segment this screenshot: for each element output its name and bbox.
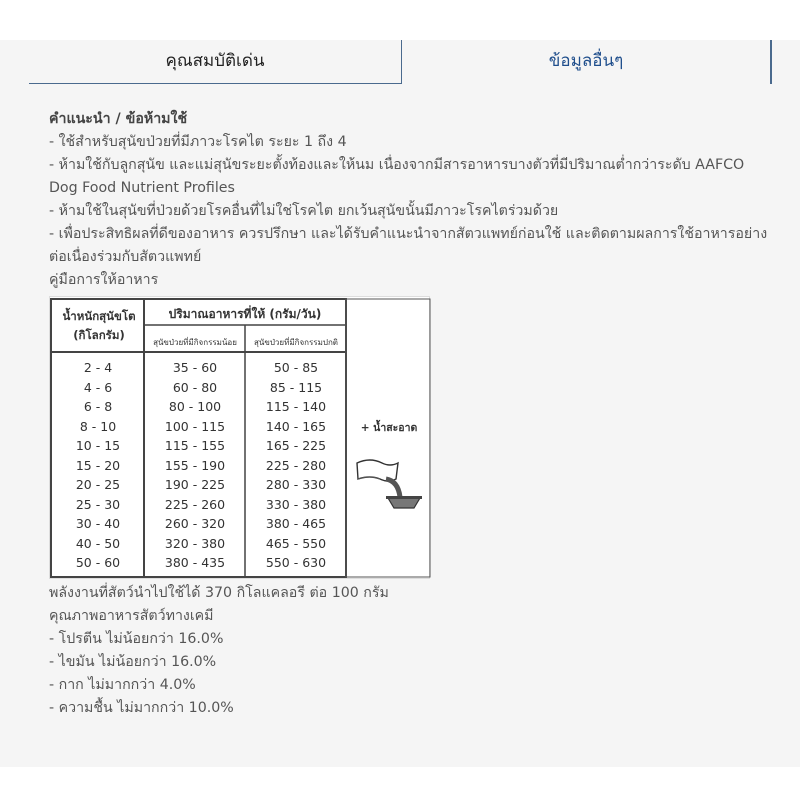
normal-activity-cell: 115 - 140: [265, 399, 327, 414]
energy-text: พลังงานที่สัตว์นำไปใช้ได้ 370 กิโลแคลอรี ต่อ 100 กรัม: [49, 585, 389, 601]
chemical-item: - โปรตีน ไม่น้อยกว่า 16.0%: [49, 631, 224, 647]
low-activity-cell: 155 - 190: [164, 457, 226, 473]
weight-cell: 20 - 25: [75, 477, 121, 492]
normal-activity-cell: 50 - 85: [273, 360, 319, 375]
weight-unit: (กิโลกรัม): [73, 328, 125, 342]
weight-cell: 2 - 4: [83, 360, 113, 375]
feeding-guide-label: คู่มือการให้อาหาร: [49, 272, 159, 288]
water-label: + น้ำสะอาด: [360, 422, 418, 434]
weight-cell: 8 - 10: [79, 418, 117, 434]
weight-cell: 40 - 50: [75, 535, 121, 551]
normal-activity-cell: 85 - 115: [269, 379, 323, 395]
tab-bar: [0, 40, 800, 85]
instructions-heading: คำแนะนำ / ข้อห้ามใช้: [49, 111, 188, 127]
tab-features[interactable]: คุณสมบัติเด่น: [29, 40, 402, 84]
low-activity-cell: 190 - 225: [164, 477, 226, 492]
normal-activity-column: [247, 358, 345, 573]
normal-activity-header: สุนัขป่วยที่มีกิจกรรมปกติ: [254, 338, 338, 347]
low-activity-cell: 80 - 100: [168, 399, 222, 414]
normal-activity-cell: 225 - 280: [265, 457, 327, 473]
weight-cell: 10 - 15: [75, 438, 121, 453]
normal-activity-cell: 380 - 465: [265, 516, 327, 531]
weight-cell: 15 - 20: [75, 457, 121, 473]
instruction-item: - เพื่อประสิทธิผลที่ดีของอาหาร ควรปรึกษา และได้รับคำแนะนำจากสัตวแพทย์ก่อนใช้ และติดตามผลการใช้อาหารอย่างต่อเนื่องร่วมกับสัตวแพทย์: [49, 226, 768, 265]
low-activity-cell: 60 - 80: [172, 379, 218, 395]
low-activity-cell: 35 - 60: [172, 360, 218, 375]
low-activity-cell: 260 - 320: [164, 516, 226, 531]
weight-cell: 4 - 6: [83, 379, 113, 395]
feeding-guide-table: [49, 296, 430, 579]
normal-activity-cell: 165 - 225: [265, 438, 327, 453]
instruction-item: - ใช้สำหรับสุนัขป่วยที่มีภาวะโรคไต ระยะ 1 ถึง 4: [49, 134, 347, 150]
weight-cell: 25 - 30: [75, 496, 121, 512]
chemical-item: - ไขมัน ไม่น้อยกว่า 16.0%: [49, 654, 217, 670]
normal-activity-cell: 550 - 630: [265, 555, 327, 570]
weight-header: น้ำหนักสุนัขโต: [62, 309, 136, 323]
low-activity-cell: 100 - 115: [164, 418, 226, 434]
low-activity-header: สุนัขป่วยที่มีกิจกรรมน้อย: [153, 338, 237, 347]
low-activity-column: [146, 358, 244, 573]
chemical-item: - ความชื้น ไม่มากกว่า 10.0%: [49, 700, 234, 716]
normal-activity-cell: 140 - 165: [265, 418, 327, 434]
low-activity-cell: 115 - 155: [164, 438, 226, 453]
amount-header: ปริมาณอาหารที่ให้ (กรัม/วัน): [168, 307, 322, 321]
tab-other-info[interactable]: ข้อมูลอื่นๆ: [402, 40, 772, 84]
weight-cell: 50 - 60: [75, 555, 121, 570]
product-info-panel: [0, 40, 800, 767]
instruction-item: - ห้ามใช้ในสุนัขที่ป่วยด้วยโรคอื่นที่ไม่ใช่โรคไต ยกเว้นสุนัขนั้นมีภาวะโรคไตร่วมด้วย: [49, 203, 559, 219]
food-bowl-water-icon: [354, 455, 426, 513]
chemical-quality-heading: คุณภาพอาหารสัตว์ทางเคมี: [49, 608, 214, 624]
low-activity-cell: 380 - 435: [164, 555, 226, 570]
chemical-item: - กาก ไม่มากกว่า 4.0%: [49, 677, 196, 693]
low-activity-cell: 225 - 260: [164, 496, 226, 512]
weight-cell: 30 - 40: [75, 516, 121, 531]
instruction-item: - ห้ามใช้กับลูกสุนัข และแม่สุนัขระยะตั้งท้องและให้นม เนื่องจากมีสารอาหารบางตัวที่มีปริมาณต่ำกว่าระดับ AAFCO Dog Food Nutrient Profiles: [49, 157, 745, 196]
normal-activity-cell: 280 - 330: [265, 477, 327, 492]
normal-activity-cell: 330 - 380: [265, 496, 327, 512]
weight-cell: 6 - 8: [83, 399, 113, 414]
normal-activity-cell: 465 - 550: [265, 535, 327, 551]
tab-content: [49, 108, 769, 720]
low-activity-cell: 320 - 380: [164, 535, 226, 551]
weight-column: [54, 358, 142, 573]
